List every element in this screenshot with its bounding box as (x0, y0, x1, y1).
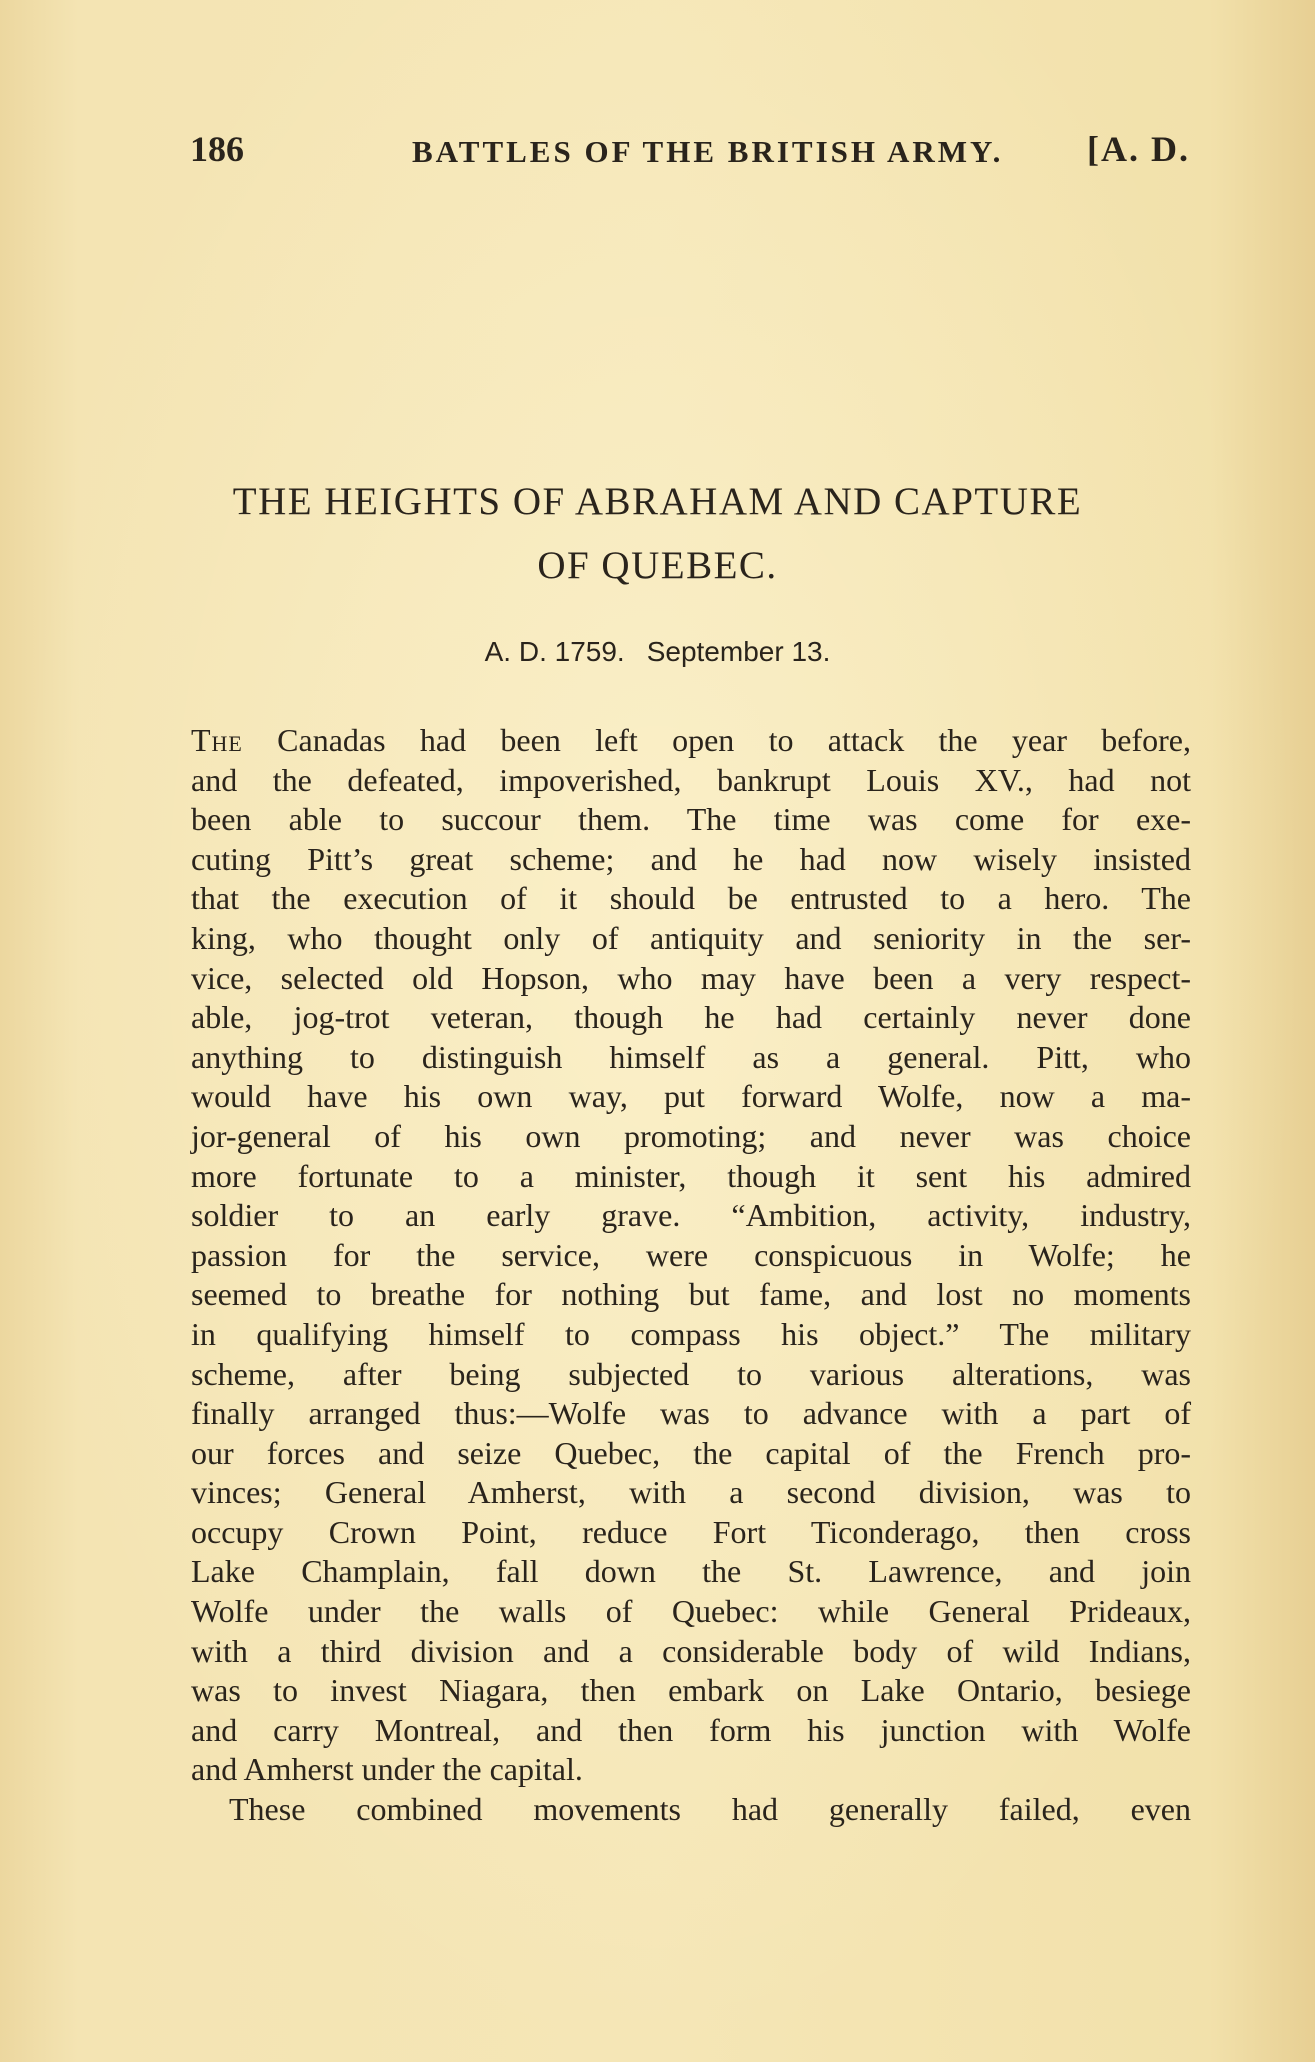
date-day: September 13. (646, 636, 831, 667)
text-line: seemed to breathe for nothing but fame, and lost no moments (191, 1276, 1191, 1313)
date-year: A. D. 1759. (484, 636, 625, 667)
page-number: 186 (190, 129, 244, 169)
text-line: and the defeated, impoverished, bankrupt Louis XV., had not (191, 761, 1191, 798)
text-line: jor-general of his own promoting; and never was choice (191, 1117, 1191, 1154)
text-line: scheme, after being subjected to various alterations, was (191, 1355, 1191, 1392)
running-era: [A. D. (1087, 129, 1190, 169)
text-line: able, jog-trot veteran, though he had certainly never done (191, 999, 1191, 1036)
text-line: vice, selected old Hopson, who may have been a very respect- (191, 959, 1191, 996)
text-line: vinces; General Amherst, with a second division, was to (191, 1474, 1191, 1511)
text-line: finally arranged thus:—Wolfe was to advance with a part of (191, 1395, 1191, 1432)
text-line: The Canadas had been left open to attack the year before, (191, 722, 1191, 758)
chapter-title-line-2: OF QUEBEC. (537, 544, 778, 587)
paragraph-1 (191, 721, 1191, 1790)
text-line: would have his own way, put forward Wolfe, now a ma- (191, 1078, 1191, 1115)
running-title: BATTLES OF THE BRITISH ARMY. (412, 134, 1004, 169)
text-line: anything to distinguish himself as a general. Pitt, who (191, 1038, 1191, 1075)
text-line: king, who thought only of antiquity and seniority in the ser- (191, 919, 1191, 956)
chapter-title (150, 470, 1165, 598)
text-line: soldier to an early grave. “Ambition, activity, industry, (191, 1197, 1191, 1234)
text-line: Wolfe under the walls of Quebec: while General Prideaux, (191, 1593, 1191, 1630)
text-line: occupy Crown Point, reduce Fort Ticonderago, then cross (191, 1513, 1191, 1550)
text-line: passion for the service, were conspicuous in Wolfe; he (191, 1236, 1191, 1273)
text-line: cuting Pitt’s great scheme; and he had now wisely insisted (191, 840, 1191, 877)
text-line: in qualifying himself to compass his object.” The military (191, 1315, 1191, 1352)
text-line: been able to succour them. The time was come for exe- (191, 801, 1191, 838)
running-head (190, 128, 1190, 178)
text-line: These combined movements had generally failed, even (229, 1791, 1191, 1828)
text-line: Lake Champlain, fall down the St. Lawrence, and join (191, 1553, 1191, 1590)
paragraph-2 (191, 1790, 1191, 1830)
drop-word: The (191, 722, 243, 758)
chapter-title-line-1: THE HEIGHTS OF ABRAHAM AND CAPTURE (232, 480, 1083, 523)
text-line: more fortunate to a minister, though it sent his admired (191, 1157, 1191, 1194)
body-text (191, 721, 1191, 1830)
text-line: and carry Montreal, and then form his junction with Wolfe (191, 1711, 1191, 1748)
text-line: our forces and seize Quebec, the capital of the French pro- (191, 1434, 1191, 1471)
chapter-date (150, 636, 1165, 668)
text-line: that the execution of it should be entrusted to a hero. The (191, 880, 1191, 917)
text-line: and Amherst under the capital. (191, 1751, 583, 1788)
text-line: with a third division and a considerable body of wild Indians, (191, 1632, 1191, 1669)
text-line: was to invest Niagara, then embark on Lake Ontario, besiege (191, 1672, 1191, 1709)
